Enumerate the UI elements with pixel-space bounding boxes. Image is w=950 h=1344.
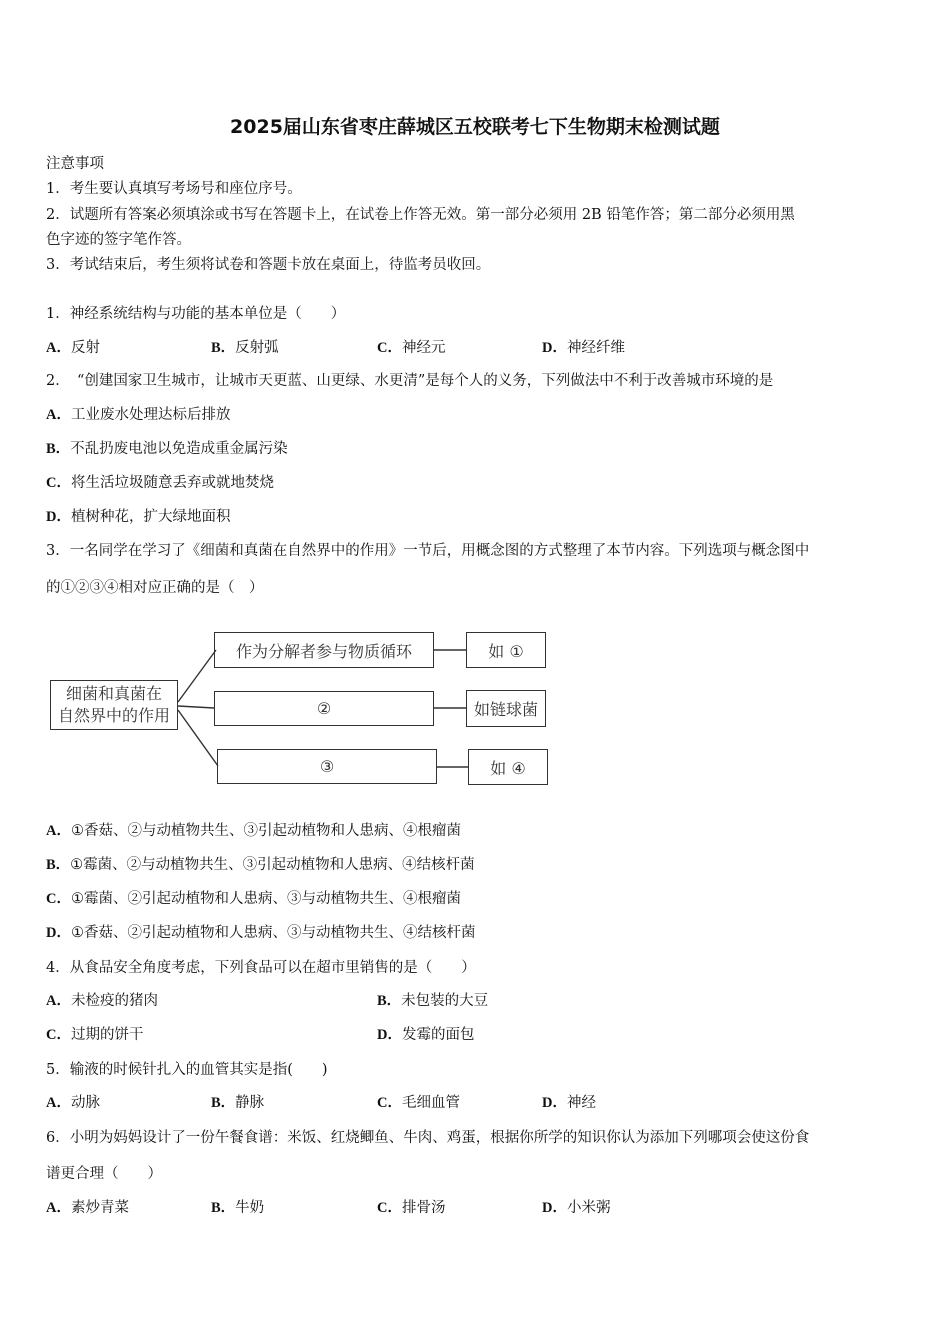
option-d: D．神经 [542,1095,596,1111]
notice-item: 2．试题所有答案必须填涂或书写在答题卡上，在试卷上作答无效。第一部分必须用 2B 铅笔作答；第二部分必须用黑 [46,207,795,223]
option-d: D．植树种花，扩大绿地面积 [46,509,231,525]
question-1-stem: 1．神经系统结构与功能的基本单位是（ ） [46,306,346,322]
question-2-stem: 2． “创建国家卫生城市，让城市天更蓝、山更绿、水更清”是每个人的义务，下列做法中不利于改善城市环境的是 [46,373,774,389]
option-a: A．动脉 [46,1095,100,1111]
option-a: A．①香菇、②与动植物共生、③引起动植物和人患病、④根瘤菌 [46,823,461,839]
question-3-stem: 3．一名同学在学习了《细菌和真菌在自然界中的作用》一节后，用概念图的方式整理了本节内容。下列选项与概念图中 [46,543,810,559]
question-5-stem: 5．输液的时候针扎入的血管其实是指( ) [46,1062,328,1078]
option-a: A．未检疫的猪肉 [46,993,158,1009]
diagram-branch-1-example: 如 ① [466,632,546,668]
notice-heading: 注意事项 [46,156,104,172]
question-4-stem: 4．从食品安全角度考虑，下列食品可以在超市里销售的是（ ） [46,960,476,976]
diagram-root-line2: 自然界中的作用 [57,706,170,725]
diagram-branch-3: ③ [217,749,437,784]
option-a: A．素炒青菜 [46,1200,129,1216]
notice-item: 色字迹的签字笔作答。 [46,232,191,248]
diagram-branch-3-example: 如 ④ [468,749,548,785]
option-b: B．静脉 [211,1095,265,1111]
diagram-root-line1: 细菌和真菌在 [65,684,162,703]
notice-item: 3．考试结束后，考生须将试卷和答题卡放在桌面上，待监考员收回。 [46,257,491,273]
option-b: B．①霉菌、②与动植物共生、③引起动植物和人患病、④结核杆菌 [46,857,475,873]
diagram-branch-2: ② [214,691,434,726]
option-d: D．①香菇、②引起动植物和人患病、③与动植物共生、④结核杆菌 [46,925,476,941]
option-b: B．反射弧 [211,340,279,356]
option-c: C．将生活垃圾随意丢弃或就地焚烧 [46,475,274,491]
page-title: 2025届山东省枣庄薛城区五校联考七下生物期末检测试题 [230,116,720,138]
diagram-branch-2-example: 如链球菌 [466,690,546,727]
notice-item: 1．考生要认真填写考场号和座位序号。 [46,181,302,197]
option-d: D．发霉的面包 [377,1027,475,1043]
option-c: C．神经元 [377,340,446,356]
question-6-stem: 6．小明为妈妈设计了一份午餐食谱：米饭、红烧鲫鱼、牛肉、鸡蛋，根据你所学的知识你认为添加下列哪项会使这份食 [46,1130,810,1146]
option-d: D．神经纤维 [542,340,625,356]
diagram-branch-1: 作为分解者参与物质循环 [214,632,434,668]
option-d: D．小米粥 [542,1200,611,1216]
option-c: C．过期的饼干 [46,1027,144,1043]
option-c: C．毛细血管 [377,1095,460,1111]
question-6-stem-cont: 谱更合理（ ） [46,1166,162,1182]
option-c: C．①霉菌、②引起动植物和人患病、③与动植物共生、④根瘤菌 [46,891,461,907]
option-c: C．排骨汤 [377,1200,446,1216]
diagram-root-box [50,680,178,730]
question-3-stem-cont: 的①②③④相对应正确的是（ ） [46,580,264,596]
option-b: B．未包装的大豆 [377,993,489,1009]
option-b: B．牛奶 [211,1200,265,1216]
option-b: B．不乱扔废电池以免造成重金属污染 [46,441,288,457]
option-a: A．工业废水处理达标后排放 [46,407,231,423]
concept-diagram [46,616,556,796]
option-a: A．反射 [46,340,100,356]
